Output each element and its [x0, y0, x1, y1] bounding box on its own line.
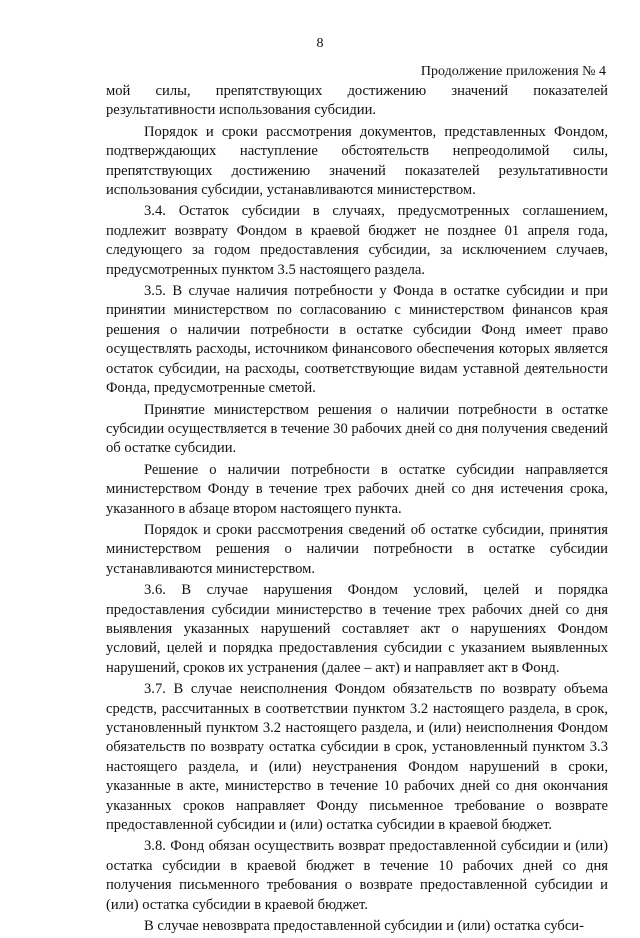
page-number: 8: [316, 36, 324, 51]
paragraph-3-8: 3.8. Фонд обязан осуществить возврат предоставленной субсидии и (или) остатка субсидии в краевой бюджет в течение 10 рабочих дней со дня получения письменного требования о возврате предоставленной субсидии и (или) остатка субсидии в краевой бюджет.: [106, 838, 608, 913]
appendix-continuation-note: Продолжение приложения № 4: [420, 64, 606, 79]
paragraph-3-4: 3.4. Остаток субсидии в случаях, предусмотренных соглашением, подлежит возврату Фондом в краевой бюджет не позднее 01 апреля года, следующего за годом предоставления субсидии, за исключением случаев, предусмотренных пунктом 3.5 настоящего раздела.: [106, 203, 608, 278]
paragraph: Порядок и сроки рассмотрения сведений об остатке субсидии, принятия министерством решения о наличии потребности в остатке субсидии устанавливаются министерством.: [106, 521, 608, 577]
paragraph: В случае невозврата предоставленной субсидии и (или) остатка субси-: [144, 918, 584, 935]
paragraph-3-5: 3.5. В случае наличия потребности у Фонда в остатке субсидии и при принятии министерством по согласованию с министерством финансов края решения о наличии потребности в остатке субсидии Фонд имеет право осуществлять расходы, источником финансового обеспечения которых является остаток субсидии, на расходы, соответствующие видам уставной деятельности Фонда, предусмотренные сметой.: [106, 283, 608, 397]
paragraph-3-6: 3.6. В случае нарушения Фондом условий, целей и порядка предоставления субсидии министерство в течение трех рабочих дней со дня выявления указанных нарушений составляет акт о нарушениях Фондом условий, целей и порядка предоставления субсидии с указанием выявленных нарушений, сроков их устранения (далее – акт) и направляет акт в Фонд.: [106, 582, 608, 676]
paragraph-3-7: 3.7. В случае неисполнения Фондом обязательств по возврату объема средств, рассчитанных в соответствии пунктом 3.2 настоящего раздела, в срок, установленный пунктом 3.2 настоящего раздела, и (или) неисполнения Фондом обязательств по возврату остатка субсидии в срок, установленный пунктом 3.3 настоящего раздела, и (или) неустранения Фондом нарушений в сроки, указанные в акте, министерство в течение 10 рабочих дней со дня окончания указанных сроков направляет Фонду письменное требование о возврате предоставленной субсидии и (или) остатка субсидии в краевой бюджет.: [106, 681, 608, 834]
paragraph: Порядок и сроки рассмотрения документов, представленных Фондом, подтверждающих наступление обстоятельств непреодолимой силы, препятствующих достижению значений показателей результативности использования субсидии, устанавливаются министерством.: [106, 123, 608, 199]
paragraph: Решение о наличии потребности в остатке субсидии направляется министерством Фонду в течение трех рабочих дней со дня истечения срока, указанного в абзаце втором настоящего пункта.: [106, 461, 608, 517]
paragraph: Принятие министерством решения о наличии потребности в остатке субсидии осуществляется в течение 30 рабочих дней со дня получения сведений об остатке субсидии.: [106, 401, 608, 457]
paragraph-continuation: мой силы, препятствующих достижению значений показателей результативности использования субсидии.: [106, 83, 608, 119]
document-body: [106, 82, 608, 938]
